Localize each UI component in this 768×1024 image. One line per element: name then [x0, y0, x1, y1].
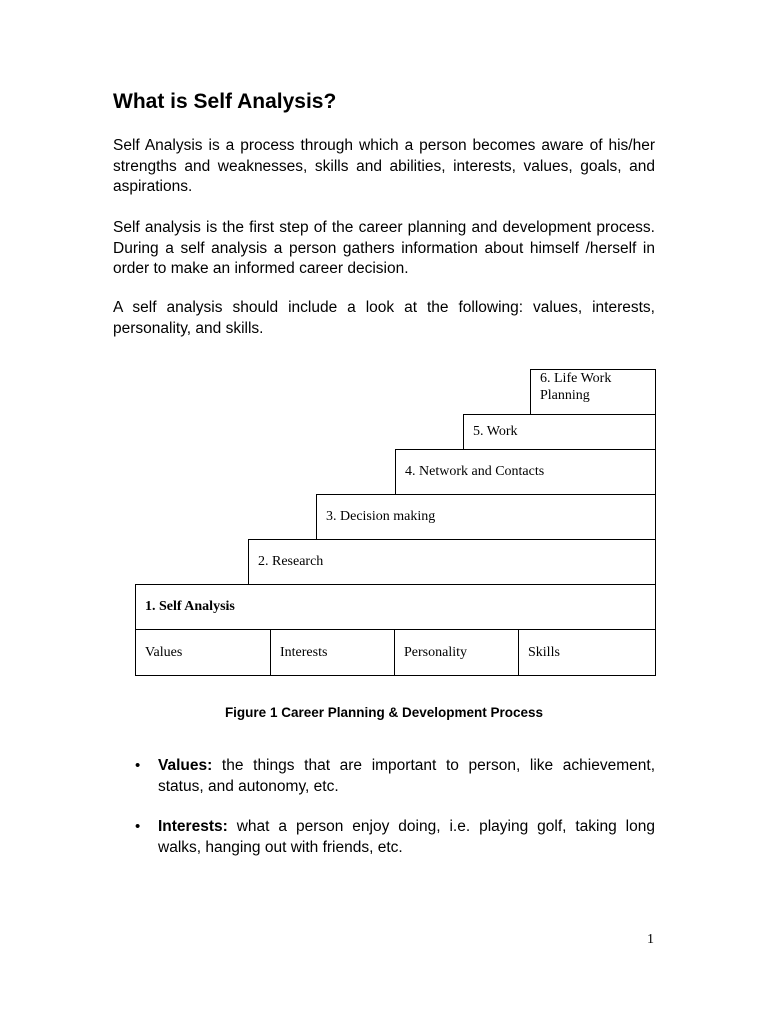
component-values	[135, 629, 271, 676]
paragraph-first-step: Self analysis is the first step of the career planning and development process. During a self analysis a person gathers information about himself /herself in order to make an informed career decision.	[113, 219, 655, 277]
step-1-self-analysis	[135, 584, 656, 630]
list-item	[113, 817, 655, 858]
paragraph-definition: Self Analysis is a process through which a person becomes aware of his/her strengths and weaknesses, skills and abilities, interests, values, goals, and aspirations.	[113, 137, 655, 195]
step-label: 5. Work	[473, 424, 518, 439]
bullet-icon: •	[135, 818, 141, 835]
bullet-term: Values:	[158, 757, 213, 774]
component-label: Values	[145, 644, 183, 660]
step-6-life-work-planning	[530, 369, 656, 415]
figure-caption: Figure 1 Career Planning & Development Process	[224, 705, 544, 720]
step-4-network-contacts	[395, 449, 656, 495]
component-label: Skills	[528, 644, 560, 660]
step-label: 3. Decision making	[326, 509, 436, 524]
step-label: 2. Research	[258, 554, 324, 569]
step-label: 4. Network and Contacts	[405, 464, 545, 479]
definition-list	[113, 756, 655, 878]
component-skills	[518, 629, 656, 676]
step-3-decision-making	[316, 494, 656, 540]
page-title: What is Self Analysis?	[113, 90, 337, 113]
step-2-research	[248, 539, 656, 585]
step-label: 1. Self Analysis	[145, 599, 235, 614]
bullet-text: what a person enjoy doing, i.e. playing golf, taking long walks, hanging out with friends, etc.	[158, 818, 655, 856]
bullet-text: the things that are important to person, like achievement, status, and autonomy, etc.	[158, 757, 655, 795]
step-5-work	[463, 414, 656, 450]
component-interests	[270, 629, 395, 676]
page-number: 1	[647, 932, 654, 947]
component-personality	[394, 629, 519, 676]
step-label: 6. Life Work Planning	[540, 371, 612, 403]
list-item	[113, 756, 655, 797]
component-label: Interests	[280, 644, 328, 660]
bullet-icon: •	[135, 757, 141, 774]
paragraph-include: A self analysis should include a look at the following: values, interests, personality, and skills.	[113, 299, 655, 337]
component-label: Personality	[404, 644, 467, 660]
bullet-term: Interests:	[158, 818, 228, 835]
